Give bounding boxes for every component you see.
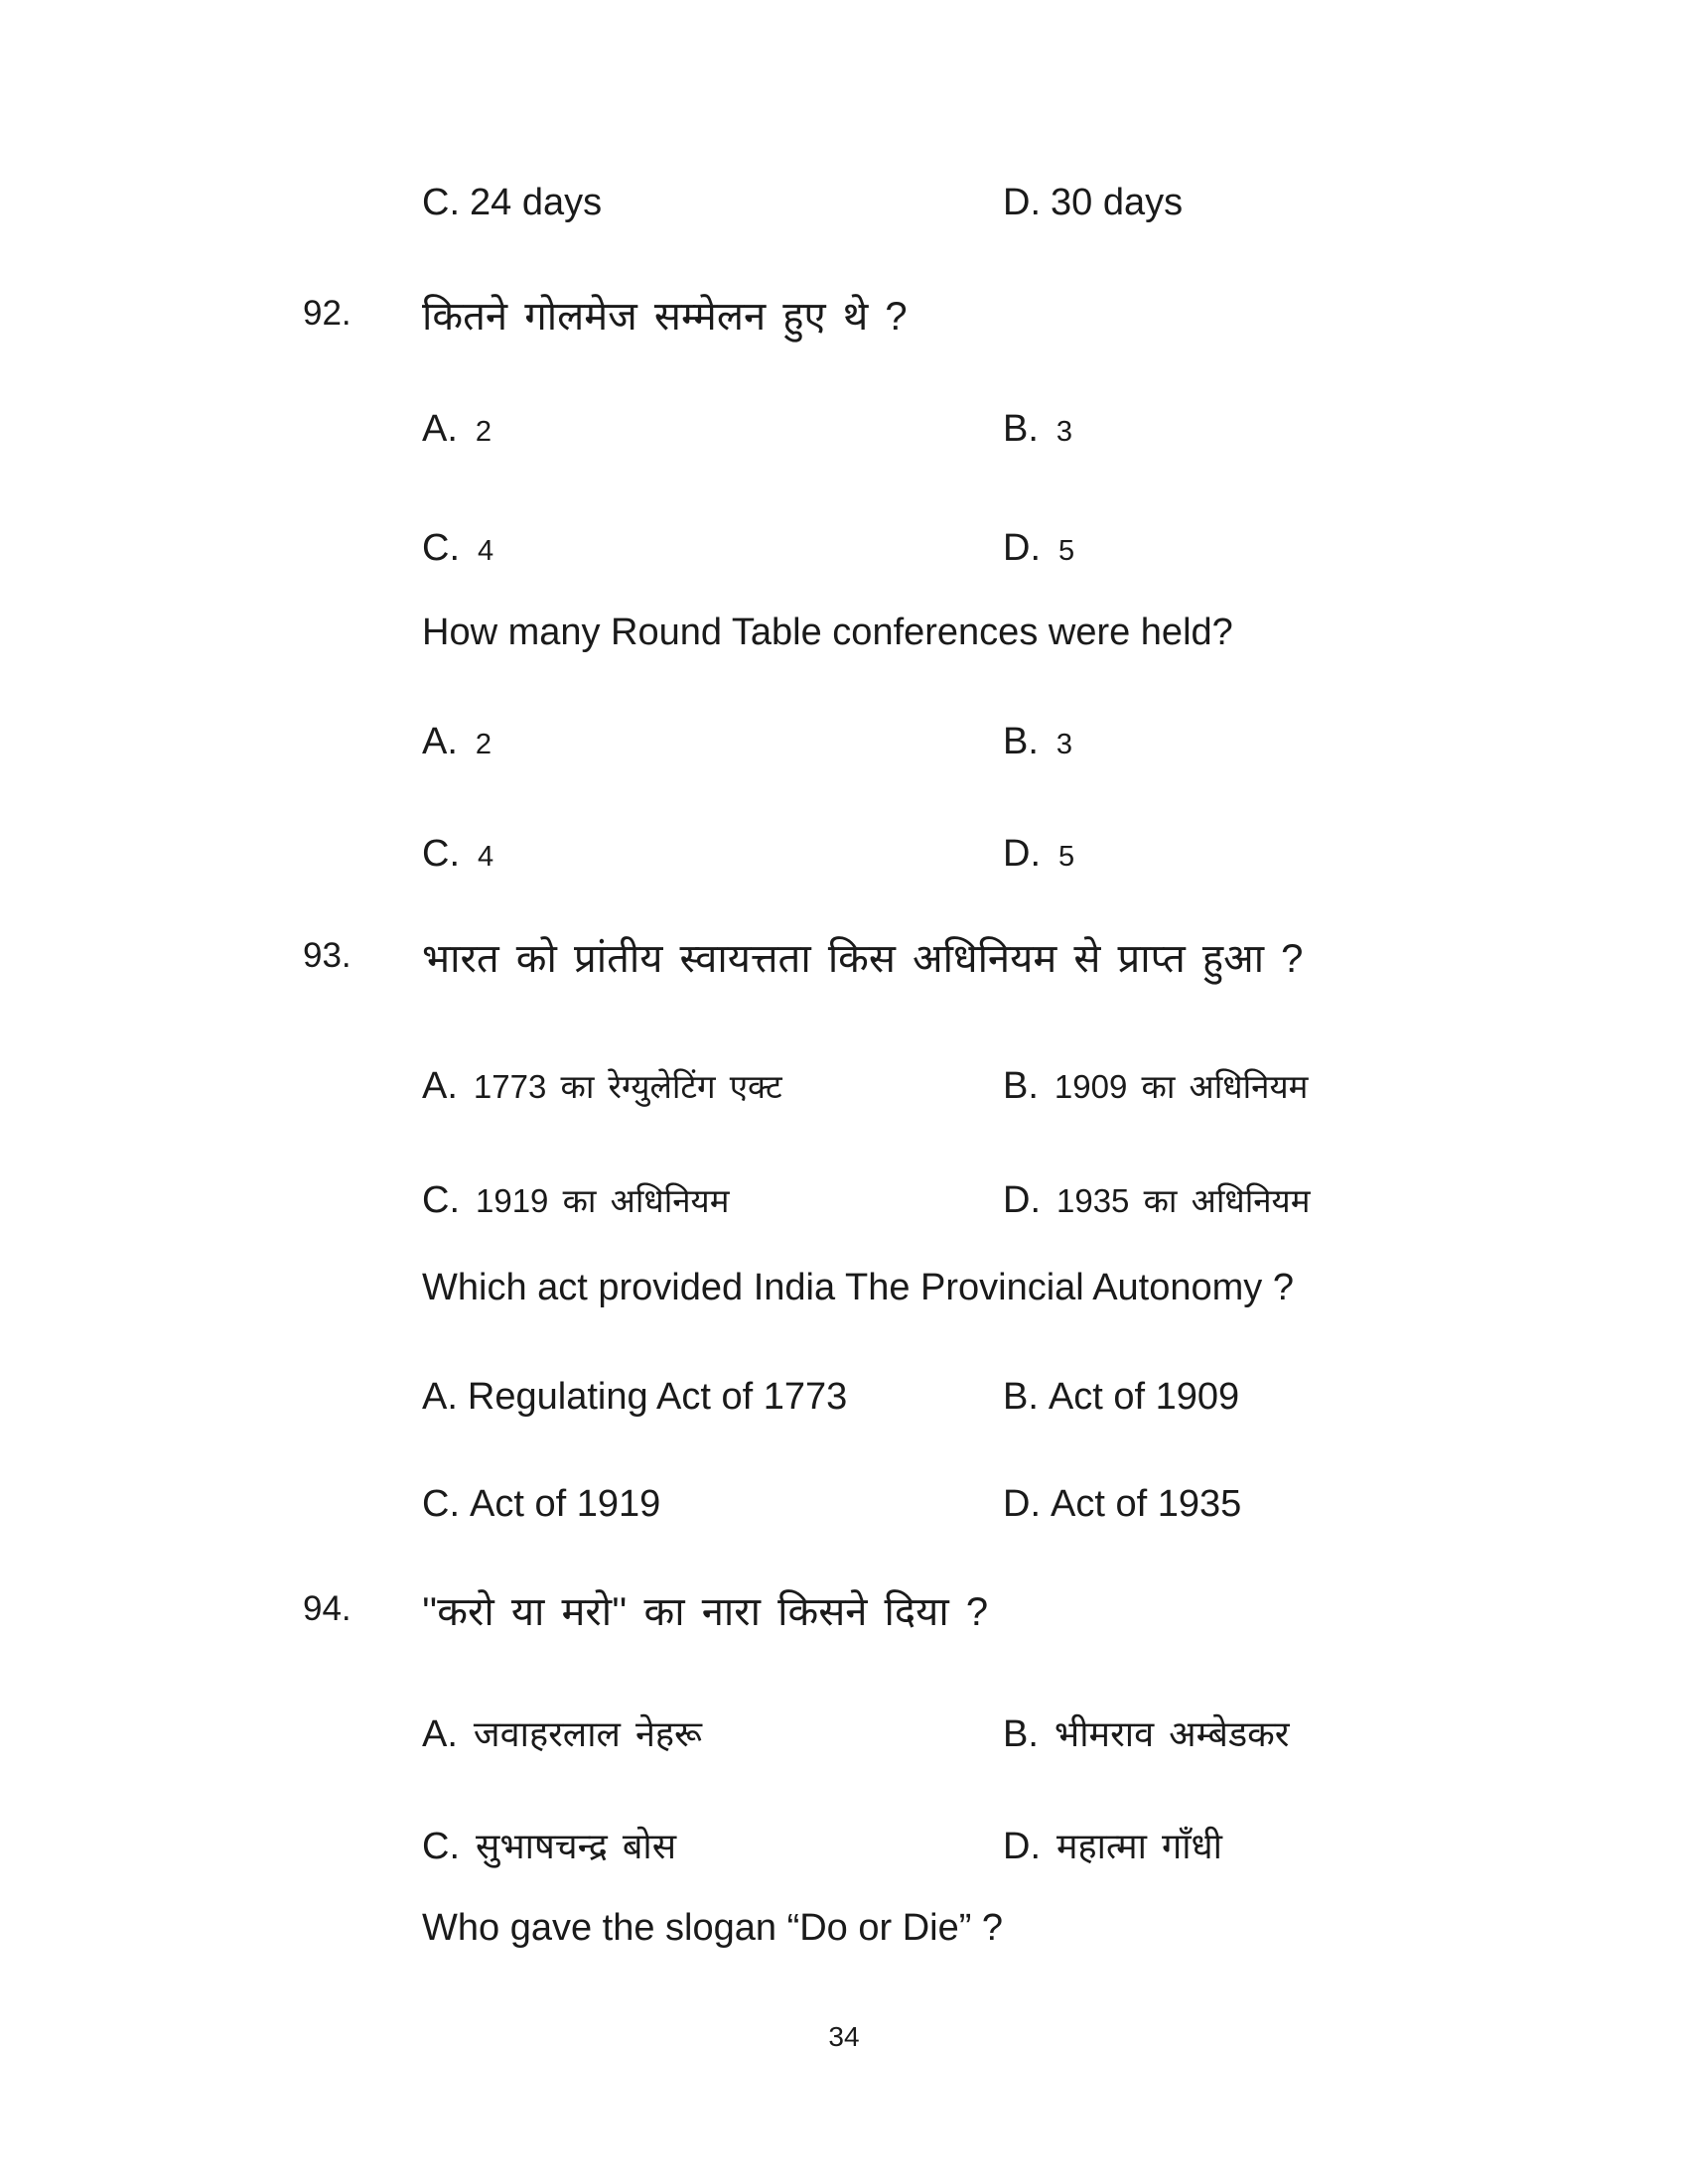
option-letter: B. — [1003, 1376, 1039, 1418]
option-c — [422, 1821, 676, 1869]
question-number: 92. — [303, 294, 352, 333]
option-value: Act of 1919 — [470, 1483, 661, 1525]
option-c — [422, 527, 493, 571]
option-letter: A. — [422, 1376, 458, 1418]
option-a — [422, 1063, 782, 1109]
hindi-question-text: भारत को प्रांतीय स्वायत्तता किस अधिनियम से प्राप्त हुआ ? — [422, 937, 1304, 981]
option-b — [1003, 721, 1072, 764]
option-letter: D. — [1003, 833, 1041, 875]
option-letter: C. — [422, 182, 460, 223]
option-value: 1935 का अधिनियम — [1056, 1182, 1311, 1219]
carryover-option-d — [1003, 182, 1183, 225]
english-question-text: Who gave the slogan “Do or Die” ? — [422, 1907, 1004, 1949]
option-value: 4 — [478, 841, 494, 873]
option-b — [1003, 1376, 1239, 1420]
option-value: 2 — [475, 416, 492, 448]
question-number: 93. — [303, 936, 352, 975]
page-number: 34 — [828, 2021, 860, 2052]
option-value: 1909 का अधिनियम — [1054, 1068, 1309, 1105]
option-value: 30 days — [1051, 182, 1184, 223]
option-value: 1773 का रेग्युलेटिंग एक्ट — [473, 1068, 782, 1105]
option-a — [422, 721, 492, 764]
option-letter: C. — [422, 527, 460, 569]
option-b — [1003, 1708, 1290, 1757]
option-a — [422, 1376, 847, 1420]
option-c — [422, 833, 493, 877]
hindi-question-text: कितने गोलमेज सम्मेलन हुए थे ? — [422, 295, 908, 339]
option-letter: D. — [1003, 1179, 1041, 1221]
option-letter: C. — [422, 1483, 460, 1525]
option-letter: A. — [422, 1713, 458, 1755]
option-value: Regulating Act of 1773 — [467, 1376, 848, 1418]
option-letter: B. — [1003, 1713, 1039, 1755]
option-value: 24 days — [470, 182, 603, 223]
option-letter: D. — [1003, 527, 1041, 569]
option-value: 3 — [1055, 416, 1073, 448]
english-question-text: Which act provided India The Provincial Autonomy ? — [422, 1267, 1294, 1308]
option-letter: D. — [1003, 1826, 1041, 1867]
option-d — [1003, 1483, 1241, 1527]
option-letter: C. — [422, 1826, 460, 1867]
option-letter: A. — [422, 1065, 458, 1107]
option-letter: A. — [422, 408, 458, 450]
option-a — [422, 408, 492, 452]
hindi-question-text: ''करो या मरो'' का नारा किसने दिया ? — [422, 1590, 989, 1634]
option-value: 4 — [478, 535, 494, 567]
question-number: 94. — [303, 1589, 352, 1628]
option-c — [422, 1483, 660, 1527]
option-letter: D. — [1003, 182, 1041, 223]
option-letter: D. — [1003, 1483, 1041, 1525]
option-letter: C. — [422, 1179, 460, 1221]
option-letter: B. — [1003, 408, 1039, 450]
option-value: सुभाषचन्द्र बोस — [476, 1826, 677, 1866]
option-d — [1003, 527, 1074, 571]
option-letter: B. — [1003, 1065, 1039, 1107]
option-c — [422, 1177, 729, 1223]
option-value: Act of 1909 — [1048, 1376, 1240, 1418]
english-question-text: How many Round Table conferences were held? — [422, 612, 1233, 653]
option-letter: A. — [422, 721, 458, 762]
option-b — [1003, 1063, 1308, 1109]
option-value: भीमराव अम्बेडकर — [1054, 1713, 1290, 1754]
option-letter: B. — [1003, 721, 1039, 762]
option-value: 2 — [475, 729, 492, 760]
option-letter: C. — [422, 833, 460, 875]
option-d — [1003, 1177, 1310, 1223]
option-value: Act of 1935 — [1051, 1483, 1242, 1525]
option-a — [422, 1708, 702, 1757]
option-b — [1003, 408, 1072, 452]
option-value: महात्मा गाँधी — [1056, 1826, 1222, 1866]
option-value: जवाहरलाल नेहरू — [473, 1713, 703, 1754]
carryover-option-c — [422, 182, 602, 225]
option-value: 5 — [1058, 841, 1075, 873]
option-value: 1919 का अधिनियम — [476, 1182, 730, 1219]
option-value: 5 — [1058, 535, 1075, 567]
option-d — [1003, 1821, 1222, 1869]
option-value: 3 — [1055, 729, 1073, 760]
option-d — [1003, 833, 1074, 877]
